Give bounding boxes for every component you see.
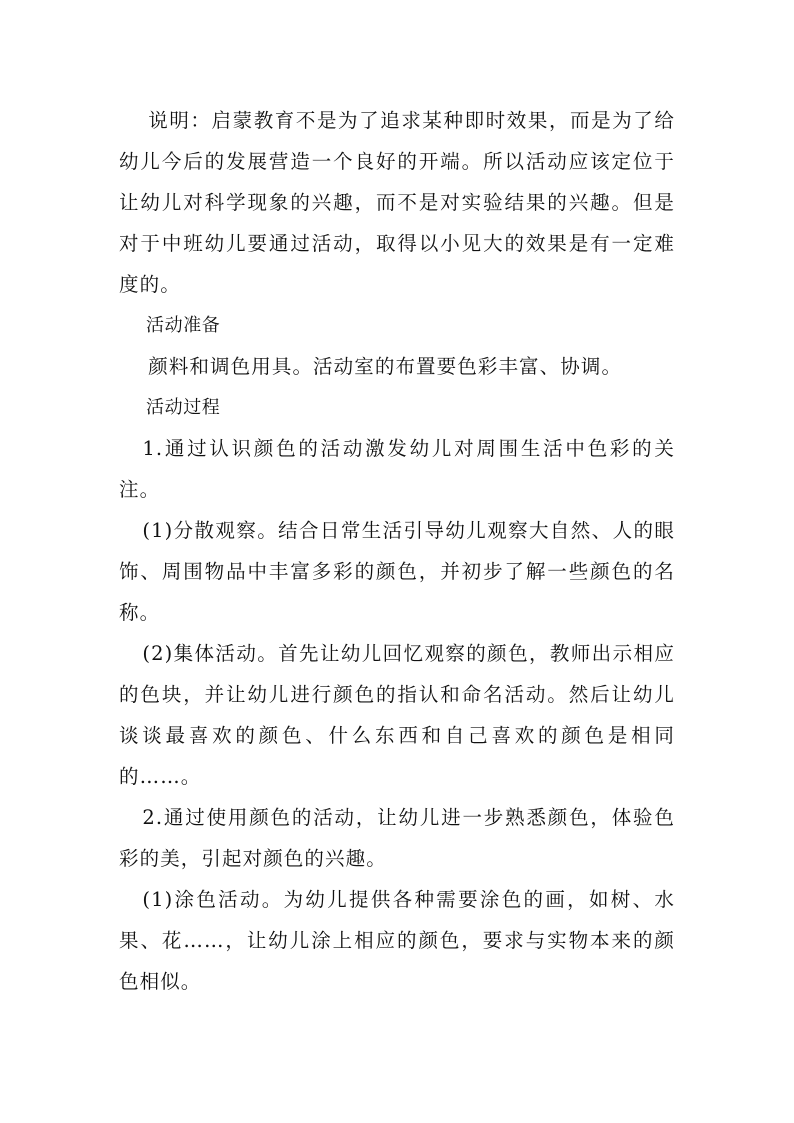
process-substep-1-1: (1)分散观察。结合日常生活引导幼儿观察大自然、人的眼饰、周围物品中丰富多彩的颜色，并初步了解一些颜色的名称。 xyxy=(119,519,675,624)
explanation-paragraph: 说明：启蒙教育不是为了追求某种即时效果，而是为了给幼儿今后的发展营造一个良好的开端。所以活动应该定位于让幼儿对科学现象的兴趣，而不是对实验结果的兴趣。但是对于中班幼儿要通过活动，取得以小见大的效果是有一定难度的。 xyxy=(119,109,675,296)
document-body xyxy=(119,100,675,1002)
preparation-paragraph: 颜料和调色用具。活动室的布置要色彩丰富、协调。 xyxy=(148,355,623,378)
section-heading-preparation: 活动准备 xyxy=(146,315,221,336)
process-substep-1-2: (2)集体活动。首先让幼儿回忆观察的颜色，教师出示相应的色块，并让幼儿进行颜色的指认和命名活动。然后让幼儿谈谈最喜欢的颜色、什么东西和自己喜欢的颜色是相同的……。 xyxy=(119,642,675,788)
process-step-2: 2.通过使用颜色的活动，让幼儿进一步熟悉颜色，体验色彩的美，引起对颜色的兴趣。 xyxy=(119,806,675,870)
process-substep-2-1: (1)涂色活动。为幼儿提供各种需要涂色的画，如树、水果、花……，让幼儿涂上相应的颜色，要求与实物本来的颜色相似。 xyxy=(119,888,675,993)
process-step-1: 1.通过认识颜色的活动激发幼儿对周围生活中色彩的关注。 xyxy=(119,437,675,501)
section-heading-process: 活动过程 xyxy=(146,397,221,418)
